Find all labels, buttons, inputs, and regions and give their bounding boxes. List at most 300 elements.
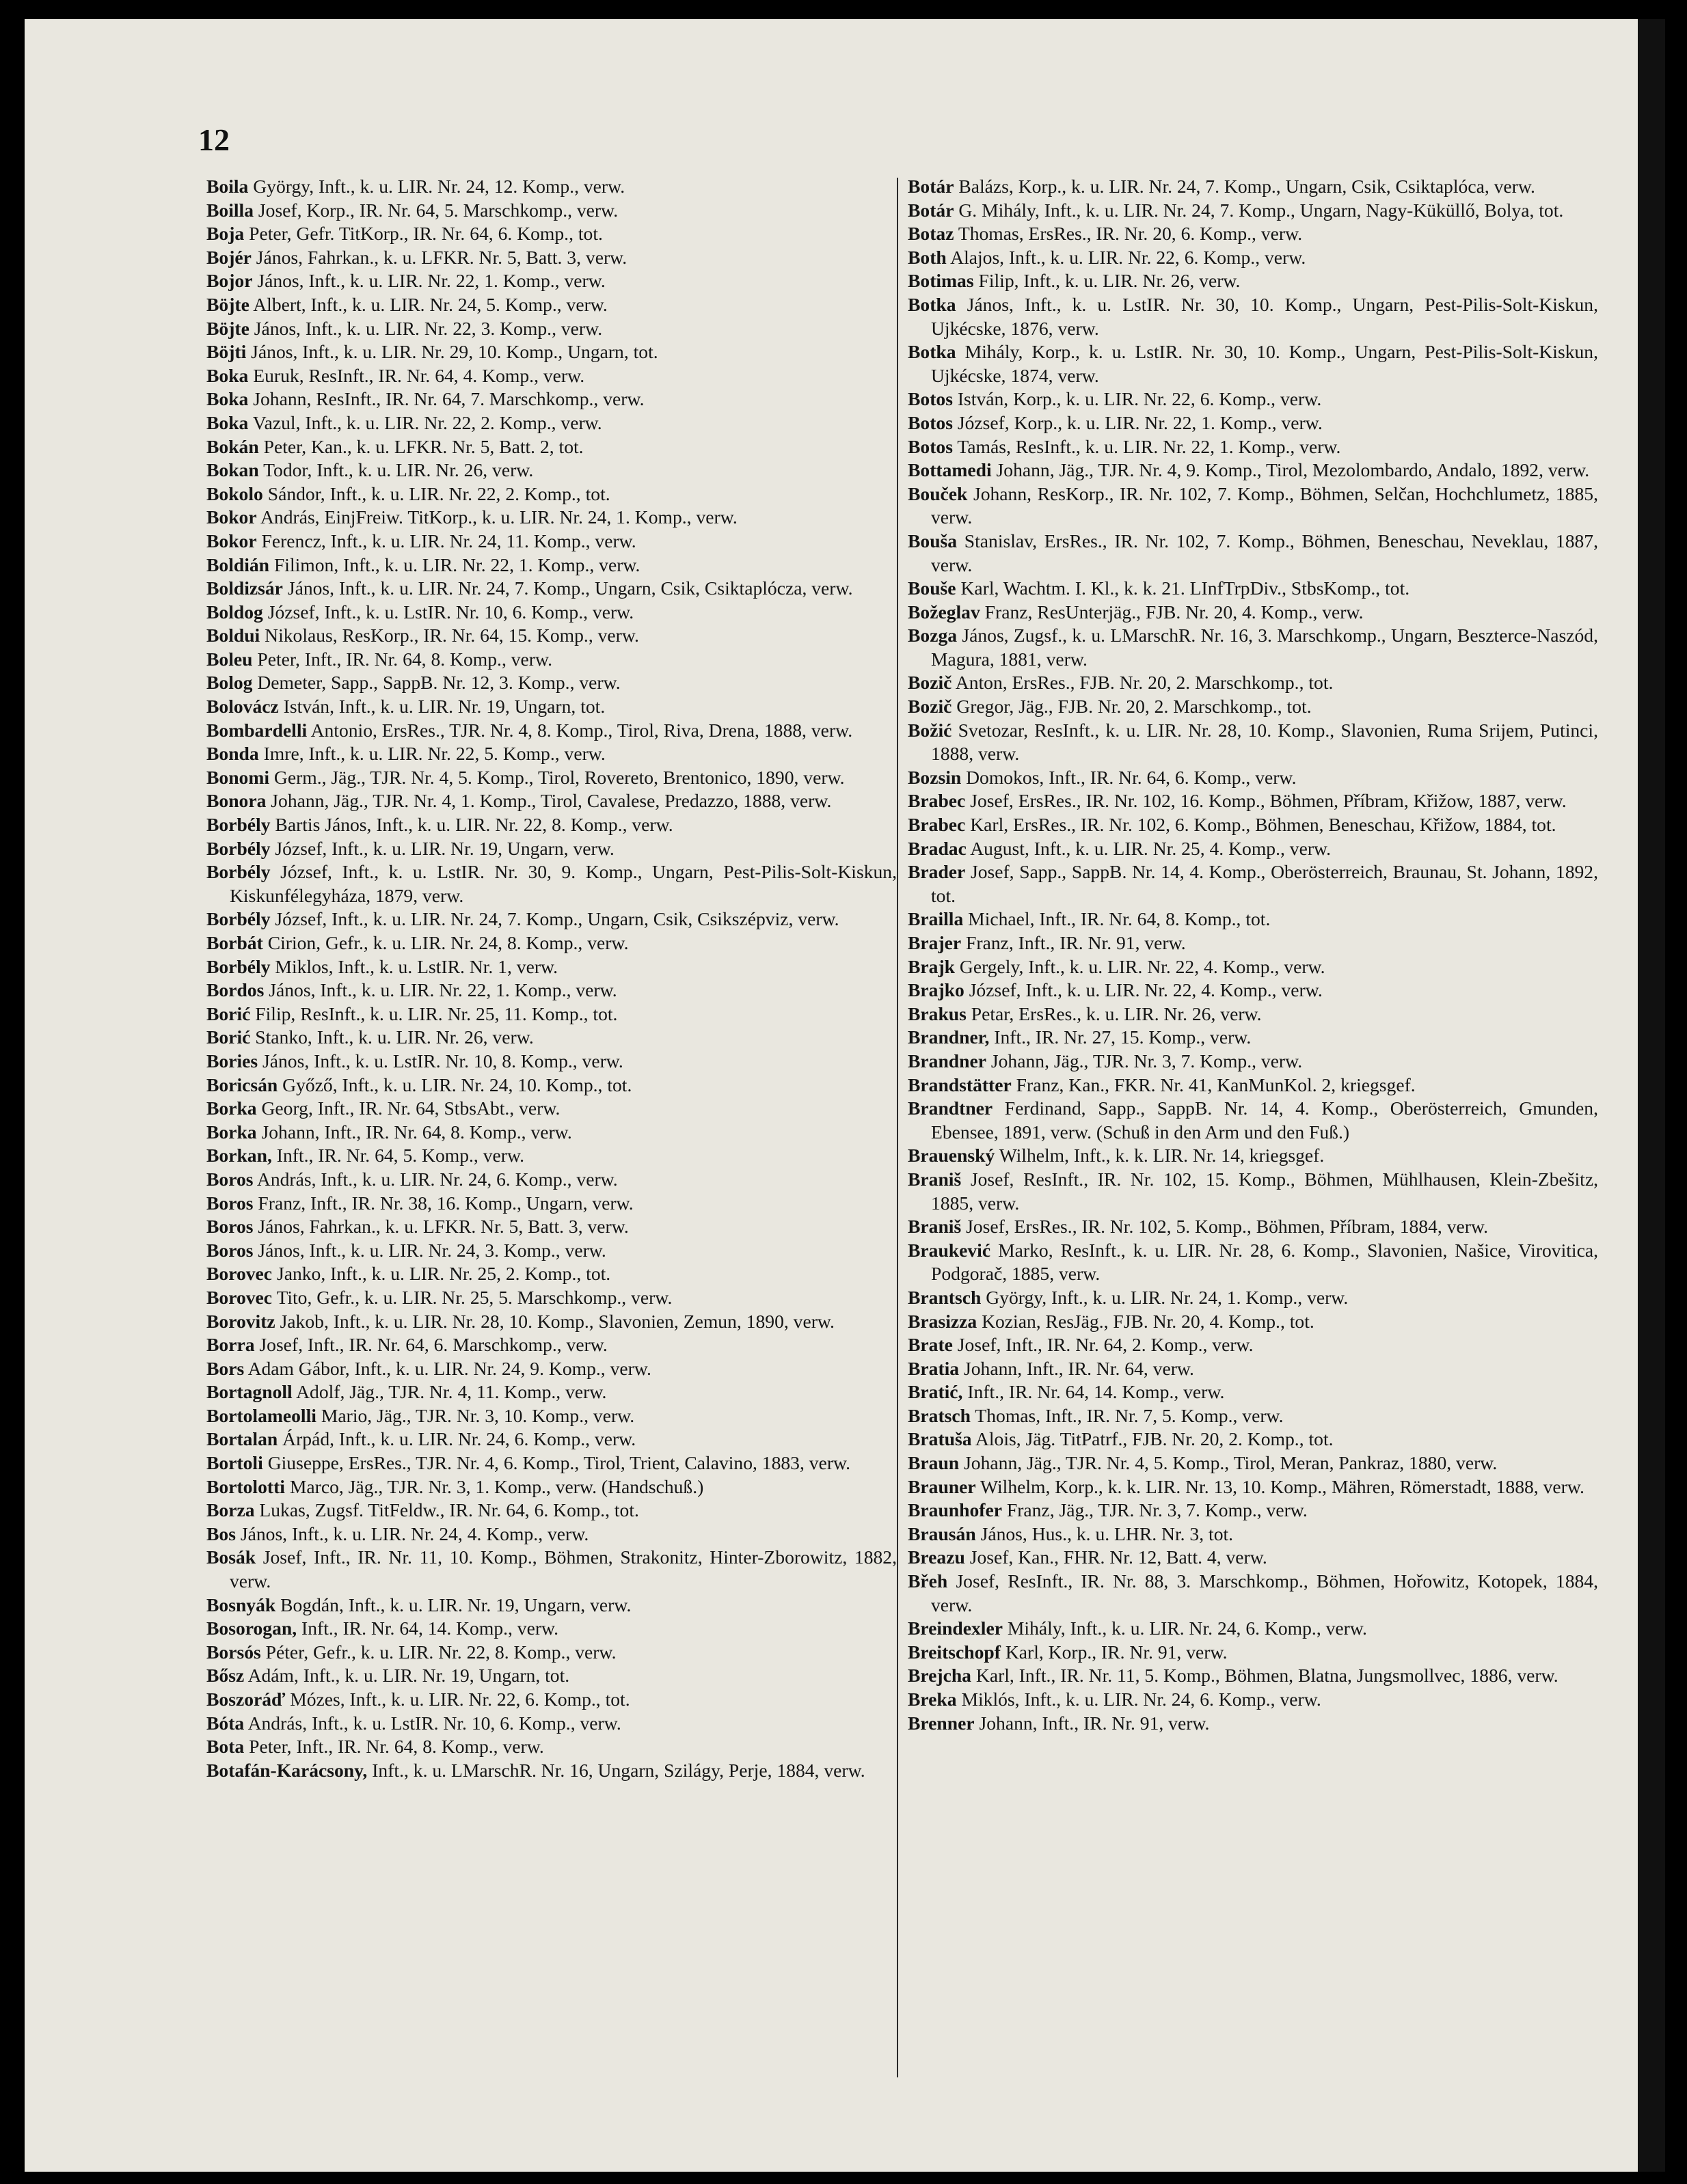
entry-surname: Brandtner <box>908 1097 993 1119</box>
entry <box>206 742 897 766</box>
entry <box>206 1262 897 1286</box>
entry-surname: Brenner <box>908 1712 975 1734</box>
entry-surname: Bradac <box>908 837 967 859</box>
entry-details: Inft., IR. Nr. 64, 5. Komp., verw. <box>276 1145 524 1166</box>
entry <box>908 411 1598 435</box>
entry <box>206 907 897 931</box>
entry-surname: Both <box>908 246 947 268</box>
entry-surname: Brajk <box>908 955 955 977</box>
entry-surname: Botár <box>908 199 954 221</box>
entry <box>908 813 1598 837</box>
entry-surname: Bordos <box>206 979 265 1001</box>
entry-surname: Boldizsár <box>206 577 283 599</box>
entry-details: Péter, Gefr., k. u. LIR. Nr. 22, 8. Komp., verw. <box>265 1641 617 1663</box>
entry <box>206 1712 897 1736</box>
entry-details: Kozian, ResJäg., FJB. Nr. 20, 4. Komp., tot. <box>982 1310 1314 1332</box>
entry-surname: Bozsin <box>908 766 962 788</box>
entry-surname: Böjti <box>206 341 247 363</box>
entry <box>206 813 897 837</box>
entry-surname: Boka <box>206 388 249 410</box>
entry-details: Wilhelm, Korp., k. k. LIR. Nr. 13, 10. Komp., Mähren, Römerstadt, 1888, verw. <box>980 1475 1584 1497</box>
entry-details: Inft., IR. Nr. 64, 14. Komp., verw. <box>301 1617 559 1639</box>
entry-surname: Brauenský <box>908 1145 995 1166</box>
entry-details: Gregor, Jäg., FJB. Nr. 20, 2. Marschkomp., tot. <box>956 696 1312 718</box>
entry <box>206 766 897 790</box>
entry <box>206 1144 897 1168</box>
entry-surname: Brandstätter <box>908 1074 1012 1095</box>
entry-details: Alajos, Inft., k. u. LIR. Nr. 22, 6. Komp., verw. <box>950 246 1306 268</box>
entry-surname: Bratia <box>908 1357 960 1379</box>
entry-details: Peter, Inft., IR. Nr. 64, 8. Komp., verw. <box>249 1736 544 1758</box>
entry-details: György, Inft., k. u. LIR. Nr. 24, 1. Komp., verw. <box>986 1286 1349 1308</box>
entry-surname: Bősz <box>206 1665 245 1687</box>
entry-details: Johann, ResKorp., IR. Nr. 102, 7. Komp., Böhmen, Selčan, Hochchlumetz, 1885, verw. <box>931 482 1598 528</box>
entry <box>206 624 897 648</box>
entry-details: Peter, Inft., IR. Nr. 64, 8. Komp., verw. <box>257 648 553 670</box>
entry-details: János, Inft., k. u. LIR. Nr. 29, 10. Komp., Ungarn, tot. <box>251 341 658 363</box>
entry <box>206 1286 897 1310</box>
entry <box>908 577 1598 601</box>
entry <box>206 199 897 223</box>
entry-surname: Brabec <box>908 814 966 836</box>
entry <box>908 1570 1598 1617</box>
entry-details: János, Inft., k. u. LIR. Nr. 22, 1. Komp., verw. <box>269 979 617 1001</box>
entry <box>206 1333 897 1357</box>
entry-surname: Bouše <box>908 577 956 599</box>
entry-details: Franz, Kan., FKR. Nr. 41, KanMunKol. 2, kriegsgef. <box>1016 1074 1416 1095</box>
entry <box>908 1333 1598 1357</box>
entry <box>206 1759 897 1783</box>
entry-surname: Bolog <box>206 672 253 694</box>
entry <box>908 837 1598 861</box>
entry-surname: Boros <box>206 1168 254 1190</box>
entry-surname: Botos <box>908 388 953 410</box>
entry-details: Josef, Inft., IR. Nr. 64, 6. Marschkomp., verw. <box>259 1334 608 1356</box>
entry-details: Marco, Jäg., TJR. Nr. 3, 1. Komp., verw. (Handschuß.) <box>289 1475 704 1497</box>
entry-details: István, Korp., k. u. LIR. Nr. 22, 6. Komp., verw. <box>957 388 1322 410</box>
document-page <box>25 19 1665 2172</box>
entry-surname: Brabec <box>908 790 966 812</box>
entry-details: Thomas, Inft., IR. Nr. 7, 5. Komp., verw. <box>975 1404 1284 1426</box>
entry-surname: Bozič <box>908 672 952 694</box>
entry-details: János, Fahrkan., k. u. LFKR. Nr. 5, Batt. 3, verw. <box>258 1216 629 1238</box>
entry <box>206 1121 897 1145</box>
entry <box>908 530 1598 577</box>
entry <box>206 1523 897 1546</box>
entry <box>206 1594 897 1617</box>
entry-details: János, Inft., k. u. LIR. Nr. 24, 4. Komp., verw. <box>240 1523 589 1544</box>
entry-details: Peter, Kan., k. u. LFKR. Nr. 5, Batt. 2, tot. <box>263 435 584 457</box>
entry-surname: Brasizza <box>908 1310 977 1332</box>
entry-surname: Bonda <box>206 743 259 765</box>
entry-surname: Bojor <box>206 270 253 292</box>
entry-surname: Borbély <box>206 955 271 977</box>
entry-surname: Böjte <box>206 293 249 315</box>
entry <box>206 1357 897 1381</box>
entry <box>206 246 897 270</box>
entry-details: Josef, Korp., IR. Nr. 64, 5. Marschkomp., verw. <box>258 199 619 221</box>
entry-surname: Boricsán <box>206 1074 278 1095</box>
entry-details: Adolf, Jäg., TJR. Nr. 4, 11. Komp., verw. <box>296 1381 607 1403</box>
entry-details: Franz, Jäg., TJR. Nr. 3, 7. Komp., verw. <box>1006 1499 1308 1521</box>
entry-surname: Bozga <box>908 625 958 646</box>
entry <box>206 1428 897 1451</box>
entry-surname: Bokor <box>206 530 257 551</box>
entry-surname: Božeglav <box>908 601 980 623</box>
entry <box>206 293 897 317</box>
entry-details: Stanislav, ErsRes., IR. Nr. 102, 7. Komp., Böhmen, Beneschau, Neveklau, 1887, verw. <box>931 530 1598 575</box>
entry-surname: Bombardelli <box>206 719 308 741</box>
entry <box>206 955 897 979</box>
entry-surname: Borbély <box>206 908 271 930</box>
entry-surname: Bos <box>206 1523 236 1544</box>
entry-details: Albert, Inft., k. u. LIR. Nr. 24, 5. Komp., verw. <box>253 293 608 315</box>
entry-surname: Boros <box>206 1192 254 1214</box>
entry <box>206 1688 897 1712</box>
left-column <box>206 175 897 2081</box>
entry <box>908 459 1598 482</box>
entry <box>206 671 897 695</box>
entry-surname: Borić <box>206 1026 251 1048</box>
entry-surname: Borovec <box>206 1286 273 1308</box>
entry <box>908 1664 1598 1688</box>
entry <box>206 1404 897 1428</box>
entry <box>206 648 897 672</box>
entry <box>206 979 897 1002</box>
entry <box>206 317 897 341</box>
entry-details: Thomas, ErsRes., IR. Nr. 20, 6. Komp., verw. <box>958 223 1303 245</box>
entry <box>206 1546 897 1593</box>
entry-surname: Brandner <box>908 1050 986 1071</box>
entry-details: Wilhelm, Inft., k. k. LIR. Nr. 14, kriegsgef. <box>999 1145 1325 1166</box>
entry-details: József, Inft., k. u. LstIR. Nr. 30, 9. Komp., Ungarn, Pest-Pilis-Solt-Kiskun, Kiskunfélegyháza, 1879, verw. <box>230 861 897 906</box>
entry-details: János, Hus., k. u. LHR. Nr. 3, tot. <box>980 1523 1234 1544</box>
entry <box>206 1735 897 1759</box>
entry-details: Janko, Inft., k. u. LIR. Nr. 25, 2. Komp., tot. <box>276 1263 611 1285</box>
entry-surname: Brauner <box>908 1475 976 1497</box>
entry-details: Josef, Inft., IR. Nr. 11, 10. Komp., Böhmen, Strakonitz, Hinter-Zborowitz, 1882, verw. <box>230 1546 897 1592</box>
entry-details: Ferdinand, Sapp., SappB. Nr. 14, 4. Komp., Oberösterreich, Gmunden, Ebensee, 1891, verw. (Schuß in den Arm und den Fuß.) <box>931 1097 1598 1143</box>
entry <box>908 482 1598 530</box>
entry-details: Inft., IR. Nr. 27, 15. Komp., verw. <box>994 1026 1252 1048</box>
entry-details: Josef, Inft., IR. Nr. 64, 2. Komp., verw. <box>957 1334 1254 1356</box>
entry <box>908 601 1598 625</box>
entry <box>908 1357 1598 1381</box>
entry <box>206 1664 897 1688</box>
entry-details: Sándor, Inft., k. u. LIR. Nr. 22, 2. Komp., tot. <box>267 482 610 504</box>
entry-details: Michael, Inft., IR. Nr. 64, 8. Komp., tot. <box>968 908 1271 930</box>
entry-details: Alois, Jäg. TitPatrf., FJB. Nr. 20, 2. Komp., tot. <box>975 1428 1334 1450</box>
entry-details: Josef, ErsRes., IR. Nr. 102, 16. Komp., Böhmen, Příbram, Křižow, 1887, verw. <box>970 790 1567 812</box>
entry-surname: Botos <box>908 411 953 433</box>
entry-details: Franz, Inft., IR. Nr. 91, verw. <box>966 932 1186 953</box>
entry-surname: Botimas <box>908 270 974 292</box>
entry-details: Germ., Jäg., TJR. Nr. 4, 5. Komp., Tirol, Rovereto, Brentonico, 1890, verw. <box>273 766 845 788</box>
entry-details: Anton, ErsRes., FJB. Nr. 20, 2. Marschkomp., tot. <box>955 672 1334 694</box>
right-column <box>908 175 1598 2081</box>
entry <box>908 1641 1598 1665</box>
entry-surname: Breitschopf <box>908 1641 1001 1663</box>
entry <box>206 364 897 388</box>
entry-surname: Bratsch <box>908 1404 971 1426</box>
entry-details: Inft., IR. Nr. 64, 14. Komp., verw. <box>967 1381 1225 1403</box>
entry-details: József, Inft., k. u. LIR. Nr. 19, Ungarn, verw. <box>275 837 615 859</box>
entry-surname: Brajko <box>908 979 964 1001</box>
entry-surname: Boka <box>206 411 249 433</box>
entry-surname: Borbély <box>206 861 271 883</box>
entry-details: Franz, ResUnterjäg., FJB. Nr. 20, 4. Komp., verw. <box>984 601 1364 623</box>
entry-details: Tamás, ResInft., k. u. LIR. Nr. 22, 1. Komp., verw. <box>957 435 1341 457</box>
entry-surname: Bortagnoll <box>206 1381 293 1403</box>
entry-details: Karl, Inft., IR. Nr. 11, 5. Komp., Böhmen, Blatna, Jungsmollvec, 1886, verw. <box>975 1665 1558 1687</box>
entry-details: Adám, Inft., k. u. LIR. Nr. 19, Ungarn, tot. <box>247 1665 570 1687</box>
entry <box>908 1097 1598 1144</box>
entry <box>206 1050 897 1074</box>
entry-surname: Bratuša <box>908 1428 972 1450</box>
entry <box>908 1475 1598 1499</box>
entry <box>206 459 897 482</box>
entry <box>206 1499 897 1523</box>
entry-surname: Botár <box>908 176 954 197</box>
entry-surname: Brate <box>908 1334 953 1356</box>
entry-surname: Bosorogan, <box>206 1617 297 1639</box>
entry-surname: Bortolotti <box>206 1475 285 1497</box>
entry-surname: Bosák <box>206 1546 256 1568</box>
entry-details: János, Fahrkan., k. u. LFKR. Nr. 5, Batt. 3, verw. <box>256 246 627 268</box>
entry-surname: Braniš <box>908 1168 962 1190</box>
entry <box>908 1688 1598 1712</box>
entry <box>908 222 1598 246</box>
entry-surname: Borić <box>206 1002 251 1024</box>
entry-details: András, Inft., k. u. LIR. Nr. 24, 6. Komp., verw. <box>256 1168 618 1190</box>
entry-details: Josef, ResInft., IR. Nr. 88, 3. Marschkomp., Böhmen, Hořowitz, Kotopek, 1884, verw. <box>931 1570 1598 1615</box>
entry-surname: Botos <box>908 435 953 457</box>
entry-surname: Breka <box>908 1689 957 1710</box>
entry <box>908 1617 1598 1641</box>
entry-details: Cirion, Gefr., k. u. LIR. Nr. 24, 8. Komp., verw. <box>267 932 629 953</box>
entry-details: Josef, Sapp., SappB. Nr. 14, 4. Komp., Oberösterreich, Braunau, St. Johann, 1892, tot. <box>931 861 1598 906</box>
column-divider <box>897 178 898 2077</box>
entry <box>908 1239 1598 1286</box>
entry-surname: Braunhofer <box>908 1499 1002 1521</box>
entry <box>206 1026 897 1050</box>
entry <box>908 719 1598 766</box>
entry-surname: Brader <box>908 861 966 883</box>
entry <box>206 387 897 411</box>
entry-surname: Borovec <box>206 1263 273 1285</box>
entry <box>206 1074 897 1097</box>
entry <box>206 530 897 554</box>
page-edge-shadow <box>1638 19 1665 2172</box>
entry-surname: Bouček <box>908 482 968 504</box>
entry-surname: Borra <box>206 1334 255 1356</box>
entry-surname: Bozič <box>908 696 952 718</box>
entry-details: Euruk, ResInft., IR. Nr. 64, 4. Komp., verw. <box>253 364 585 386</box>
entry-surname: Borsós <box>206 1641 261 1663</box>
entry <box>908 246 1598 270</box>
entry <box>908 671 1598 695</box>
entry-surname: Boleu <box>206 648 253 670</box>
entry <box>908 1428 1598 1451</box>
entry <box>206 719 897 743</box>
entry-surname: Břeh <box>908 1570 948 1592</box>
entry-details: Josef, Kan., FHR. Nr. 12, Batt. 4, verw. <box>969 1546 1267 1568</box>
entry-surname: Božić <box>908 719 952 741</box>
entry-surname: Borbély <box>206 837 271 859</box>
entry <box>206 340 897 364</box>
entry-surname: Brakus <box>908 1002 967 1024</box>
entry <box>206 411 897 435</box>
entry-details: Johann, Jäg., TJR. Nr. 3, 7. Komp., verw. <box>990 1050 1303 1071</box>
entry <box>908 435 1598 459</box>
entry <box>908 269 1598 293</box>
entry-surname: Borkan, <box>206 1145 272 1166</box>
entry-surname: Bonora <box>206 790 267 812</box>
entry-details: Johann, Inft., IR. Nr. 91, verw. <box>979 1712 1210 1734</box>
entry-details: Johann, Inft., IR. Nr. 64, 8. Komp., verw. <box>261 1121 572 1143</box>
entry-details: Mózes, Inft., k. u. LIR. Nr. 22, 6. Komp., tot. <box>290 1689 630 1710</box>
entry-details: János, Inft., k. u. LIR. Nr. 24, 7. Komp., Ungarn, Csik, Csiktaplócza, verw. <box>287 577 853 599</box>
entry-details: István, Inft., k. u. LIR. Nr. 19, Ungarn, tot. <box>283 696 606 718</box>
entry <box>908 695 1598 719</box>
entry-details: Adam Gábor, Inft., k. u. LIR. Nr. 24, 9. Komp., verw. <box>247 1357 651 1379</box>
entry-surname: Bosnyák <box>206 1594 276 1615</box>
entry <box>206 1475 897 1499</box>
entry-details: Giuseppe, ErsRes., TJR. Nr. 4, 6. Komp., Tirol, Trient, Calavino, 1883, verw. <box>267 1452 851 1474</box>
entry <box>908 1523 1598 1546</box>
entry-details: Stanko, Inft., k. u. LIR. Nr. 26, verw. <box>255 1026 534 1048</box>
entry <box>206 860 897 907</box>
entry-details: Demeter, Sapp., SappB. Nr. 12, 3. Komp., verw. <box>257 672 621 694</box>
entry-surname: Borovitz <box>206 1310 275 1332</box>
entry-surname: Bojér <box>206 246 252 268</box>
entry-surname: Bottamedi <box>908 459 992 481</box>
entry-surname: Bokor <box>206 506 257 528</box>
entry <box>206 837 897 861</box>
entry-surname: Braun <box>908 1452 960 1474</box>
entry <box>908 931 1598 955</box>
entry <box>206 1168 897 1192</box>
entry-surname: Bors <box>206 1357 245 1379</box>
entry-details: Josef, ResInft., IR. Nr. 102, 15. Komp., Böhmen, Mühlhausen, Klein-Zbešitz, 1885, verw. <box>931 1168 1598 1214</box>
entry-details: Johann, Inft., IR. Nr. 64, verw. <box>964 1357 1194 1379</box>
entry-surname: Bortalan <box>206 1428 278 1450</box>
entry-details: János, Inft., k. u. LstIR. Nr. 30, 10. Komp., Ungarn, Pest-Pilis-Solt-Kiskun, Ujkécske, 1876, verw. <box>931 293 1598 339</box>
entry-surname: Brejcha <box>908 1665 971 1687</box>
entry-details: Árpád, Inft., k. u. LIR. Nr. 24, 6. Komp., verw. <box>282 1428 636 1450</box>
entry-details: Domokos, Inft., IR. Nr. 64, 6. Komp., verw. <box>966 766 1297 788</box>
entry <box>908 175 1598 199</box>
entry-details: János, Inft., k. u. LstIR. Nr. 10, 8. Komp., verw. <box>262 1050 623 1071</box>
entry-details: Karl, ErsRes., IR. Nr. 102, 6. Komp., Böhmen, Beneschau, Křižow, 1884, tot. <box>970 814 1556 836</box>
entry-surname: Brailla <box>908 908 964 930</box>
entry-details: Tito, Gefr., k. u. LIR. Nr. 25, 5. Marschkomp., verw. <box>276 1286 673 1308</box>
entry-surname: Brajer <box>908 932 962 953</box>
entry-surname: Bortolameolli <box>206 1404 316 1426</box>
entry-surname: Boldog <box>206 601 263 623</box>
entry-surname: Breazu <box>908 1546 965 1568</box>
entry-details: Győző, Inft., k. u. LIR. Nr. 24, 10. Komp., tot. <box>282 1074 632 1095</box>
entry-details: József, Inft., k. u. LIR. Nr. 24, 7. Komp., Ungarn, Csik, Csikszépviz, verw. <box>275 908 839 930</box>
entry <box>206 1097 897 1121</box>
entry-details: Karl, Korp., IR. Nr. 91, verw. <box>1005 1641 1228 1663</box>
entry <box>908 789 1598 813</box>
entry-details: Antonio, ErsRes., TJR. Nr. 4, 8. Komp., Tirol, Riva, Drena, 1888, verw. <box>310 719 853 741</box>
entry <box>908 1168 1598 1215</box>
entry-details: Filip, Inft., k. u. LIR. Nr. 26, verw. <box>978 270 1241 292</box>
entry-surname: Boszoráď <box>206 1689 286 1710</box>
entry <box>206 506 897 530</box>
entry-surname: Borza <box>206 1499 255 1521</box>
entry-surname: Böjte <box>206 317 249 339</box>
entry-details: Mario, Jäg., TJR. Nr. 3, 10. Komp., verw. <box>321 1404 635 1426</box>
entry <box>908 1002 1598 1026</box>
entry <box>908 1380 1598 1404</box>
entry <box>908 1451 1598 1475</box>
entry-details: Balázs, Korp., k. u. LIR. Nr. 24, 7. Komp., Ungarn, Csik, Csiktaplóca, verw. <box>958 176 1535 197</box>
entry <box>206 789 897 813</box>
entry-surname: Borbát <box>206 932 263 953</box>
entry-details: Todor, Inft., k. u. LIR. Nr. 26, verw. <box>263 459 534 481</box>
entry-surname: Botaz <box>908 223 954 245</box>
entry-details: Ferencz, Inft., k. u. LIR. Nr. 24, 11. Komp., verw. <box>261 530 636 551</box>
entry-surname: Bonomi <box>206 766 269 788</box>
entry-surname: Brausán <box>908 1523 976 1544</box>
entry <box>206 695 897 719</box>
entry <box>908 1286 1598 1310</box>
entry <box>908 624 1598 671</box>
entry <box>206 1617 897 1641</box>
entry <box>908 1499 1598 1523</box>
entry <box>206 175 897 199</box>
entry <box>908 955 1598 979</box>
entry <box>908 387 1598 411</box>
entry <box>206 1641 897 1665</box>
entry <box>908 1050 1598 1074</box>
entry-surname: Brandner, <box>908 1026 990 1048</box>
entry-details: Inft., k. u. LMarschR. Nr. 16, Ungarn, Szilágy, Perje, 1884, verw. <box>372 1759 865 1781</box>
entry <box>206 577 897 601</box>
entry-details: Franz, Inft., IR. Nr. 38, 16. Komp., Ungarn, verw. <box>258 1192 634 1214</box>
entry <box>908 766 1598 790</box>
entry <box>908 1074 1598 1097</box>
entry <box>206 931 897 955</box>
entry-details: Johann, Jäg., TJR. Nr. 4, 9. Komp., Tirol, Mezolombardo, Andalo, 1892, verw. <box>996 459 1590 481</box>
entry-surname: Breindexler <box>908 1617 1003 1639</box>
entry-details: Miklós, Inft., k. u. LIR. Nr. 24, 6. Komp., verw. <box>961 1689 1321 1710</box>
entry-details: Georg, Inft., IR. Nr. 64, StbsAbt., verw. <box>261 1097 561 1119</box>
entry-surname: Bratić, <box>908 1381 963 1403</box>
entry <box>908 1144 1598 1168</box>
entry <box>206 1310 897 1334</box>
entry-surname: Boja <box>206 223 245 245</box>
entry <box>908 199 1598 223</box>
entry <box>206 222 897 246</box>
entry-details: János, Inft., k. u. LIR. Nr. 24, 3. Komp., verw. <box>258 1239 606 1261</box>
entry <box>206 1215 897 1239</box>
entry-details: József, Korp., k. u. LIR. Nr. 22, 1. Komp., verw. <box>957 411 1323 433</box>
entry-details: Johann, Jäg., TJR. Nr. 4, 5. Komp., Tirol, Meran, Pankraz, 1880, verw. <box>964 1452 1498 1474</box>
entry-surname: Borbély <box>206 814 271 836</box>
entry-details: András, EinjFreiw. TitKorp., k. u. LIR. Nr. 24, 1. Komp., verw. <box>260 506 738 528</box>
entry <box>206 435 897 459</box>
entry-details: György, Inft., k. u. LIR. Nr. 24, 12. Komp., verw. <box>253 176 625 197</box>
entry-details: Marko, ResInft., k. u. LIR. Nr. 28, 6. Komp., Slavonien, Našice, Virovitica, Podgorač, 1885, verw. <box>931 1239 1598 1285</box>
entry-details: János, Zugsf., k. u. LMarschR. Nr. 16, 3. Marschkomp., Ungarn, Beszterce-Naszód, Magura, 1881, verw. <box>931 625 1598 670</box>
entry <box>908 1310 1598 1334</box>
entry <box>206 1239 897 1263</box>
entry-details: G. Mihály, Inft., k. u. LIR. Nr. 24, 7. Komp., Ungarn, Nagy-Küküllő, Bolya, tot. <box>958 199 1564 221</box>
